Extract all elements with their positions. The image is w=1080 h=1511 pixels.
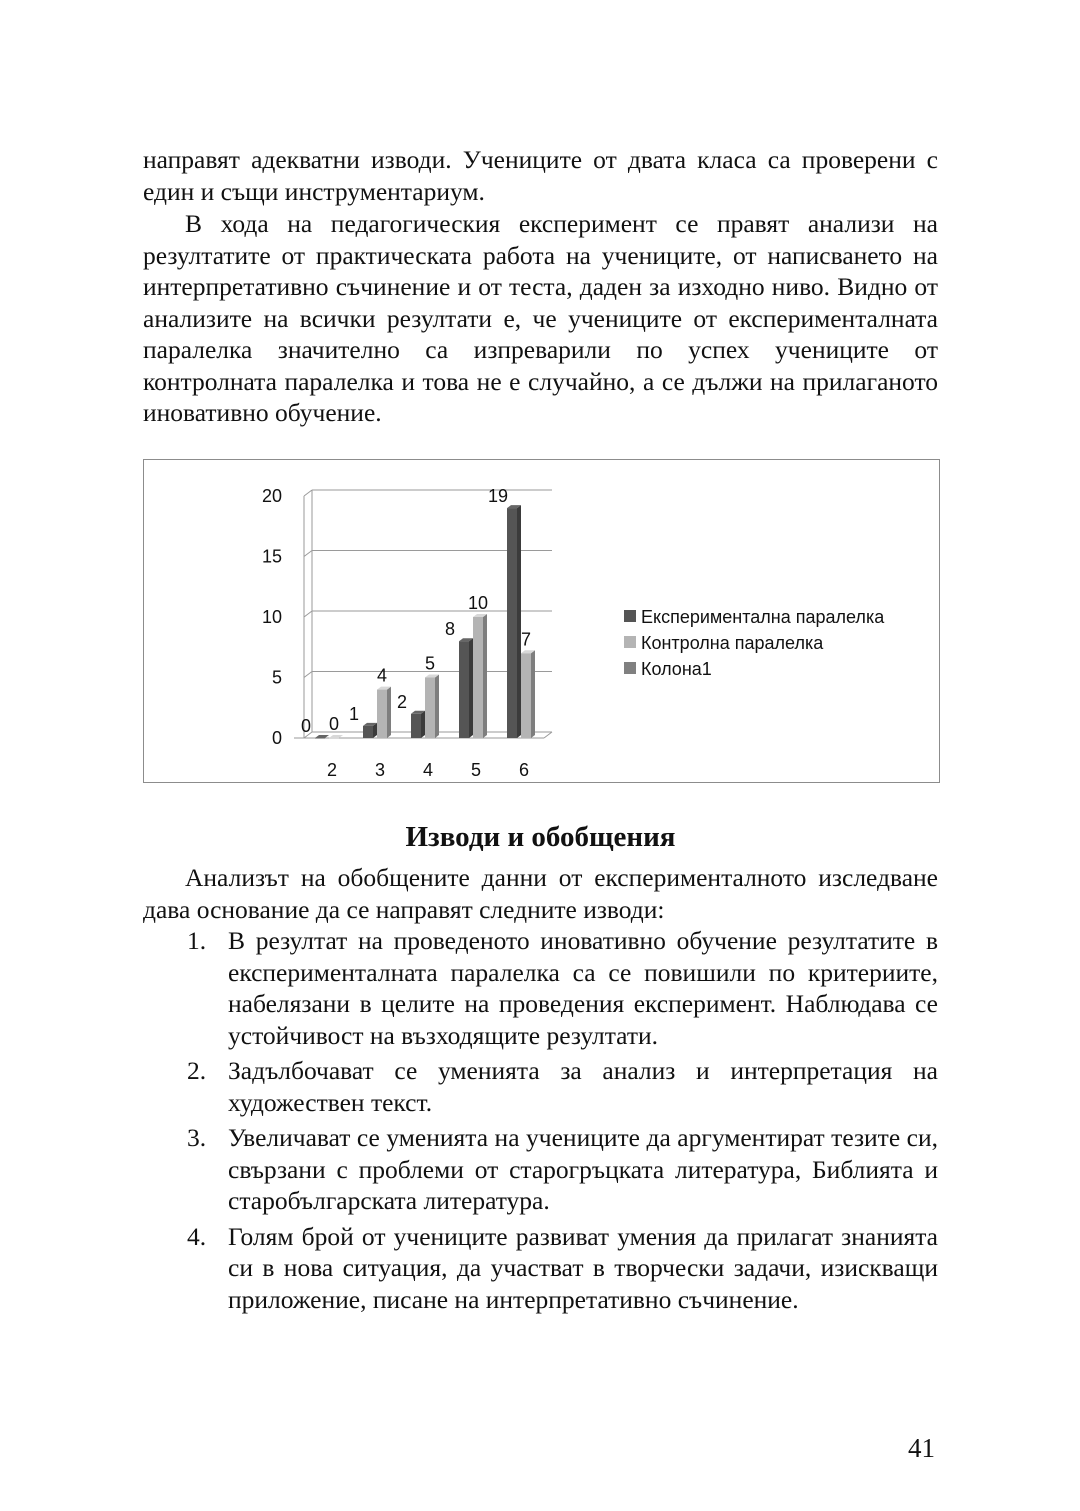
data-label: 5 [424,653,436,674]
bar [363,726,373,738]
data-label: 19 [487,486,509,507]
conclusion-text: Голям брой от учениците развиват умения да прилагат знанията си в нова ситуация, да участват в творчески задачи, изискващи приложение, писане на интерпретативно съчинение. [228,1221,938,1314]
list-number: 4. [187,1221,207,1251]
intro-paragraph-1: направят адекватни изводи. Учениците от двата класа са проверени с един и същи инструментариум. [143,145,938,206]
y-tick-label: 20 [261,486,282,506]
data-label: 7 [520,629,532,650]
data-label: 2 [396,691,408,712]
floor-edge [544,732,552,738]
bar [329,738,339,739]
bar-side [531,650,535,738]
chart-canvas [144,460,941,784]
page-number: 41 [908,1433,935,1463]
bar-side [517,505,521,738]
results-chart [143,459,940,783]
gridline-depth [304,490,312,496]
gridline-depth [304,672,312,678]
bar [473,617,483,738]
conclusions-list [143,925,938,1319]
conclusion-text: В резултат на проведеното иновативно обучение резултатите в експерименталната паралелка са се повишили по критериите, набелязани в целите на проведения експеримент. Наблюдава се устойчивост на възходящите резултати. [228,926,938,1050]
conclusion-item [143,925,938,1051]
x-tick-label: 5 [470,760,482,780]
data-label: 0 [328,714,340,734]
conclusion-text: Увеличават се уменията на учениците да аргументират тезите си, свързани с проблеми от старогръцката литература, Библията и старобългарската литература. [228,1123,938,1215]
legend-label: Експериментална паралелка [641,607,885,627]
section-title: Изводи и обобщения [405,821,676,853]
list-number: 2. [187,1056,207,1085]
x-tick-label: 3 [374,760,386,780]
gridline-depth [304,551,312,557]
legend-swatch [624,636,636,648]
gridline-depth [304,611,312,617]
intro-paragraph-2: В хода на педагогическия експеримент се правят анализи на резултатите от практическата работа на учениците, от написването на интерпретативно съчинение и от теста, даден за изходно ниво. Видно от анализите на всички резултати е, че учениците от експерименталната паралелка значително са изпреварили по успех учениците от контролната паралелка и това не е случайно, а се дължи на прилаганото иновативно обучение. [143,209,938,427]
y-tick-label: 10 [261,607,282,627]
bar [521,653,531,738]
data-label: 0 [300,716,312,736]
data-label: 8 [444,619,456,640]
legend-label: Колона1 [641,659,712,679]
x-tick-label: 4 [422,760,434,780]
bar [377,690,387,738]
bar-side [469,638,473,738]
y-tick-label: 0 [271,728,282,748]
conclusions-intro: Анализът на обобщените данни от експерименталното изследване дава основание да се направят следните изводи: [143,863,938,924]
conclusion-item [143,1055,938,1118]
data-label: 1 [348,703,360,724]
conclusion-item [143,1221,938,1316]
legend-label: Контролна паралелка [641,633,824,653]
legend-swatch [624,662,636,674]
list-number: 1. [187,926,207,955]
bar-side [387,687,391,738]
data-label: 4 [376,665,388,686]
x-tick-label: 2 [326,760,338,780]
conclusion-text: Задълбочават се уменията за анализ и интерпретация на художествен текст. [228,1056,938,1117]
y-tick-label: 5 [271,667,282,688]
bar-side [421,711,425,738]
y-tick-label: 15 [261,546,282,567]
bar-side [483,614,487,738]
x-tick-label: 6 [518,760,530,780]
list-number: 3. [187,1123,207,1152]
bar [411,714,421,738]
bar-side [435,675,439,739]
data-label: 10 [467,593,489,613]
bar [507,508,517,738]
bar [425,678,435,739]
conclusion-item [143,1122,938,1217]
bar [315,738,325,739]
legend-swatch [624,610,636,622]
bar [459,641,469,738]
